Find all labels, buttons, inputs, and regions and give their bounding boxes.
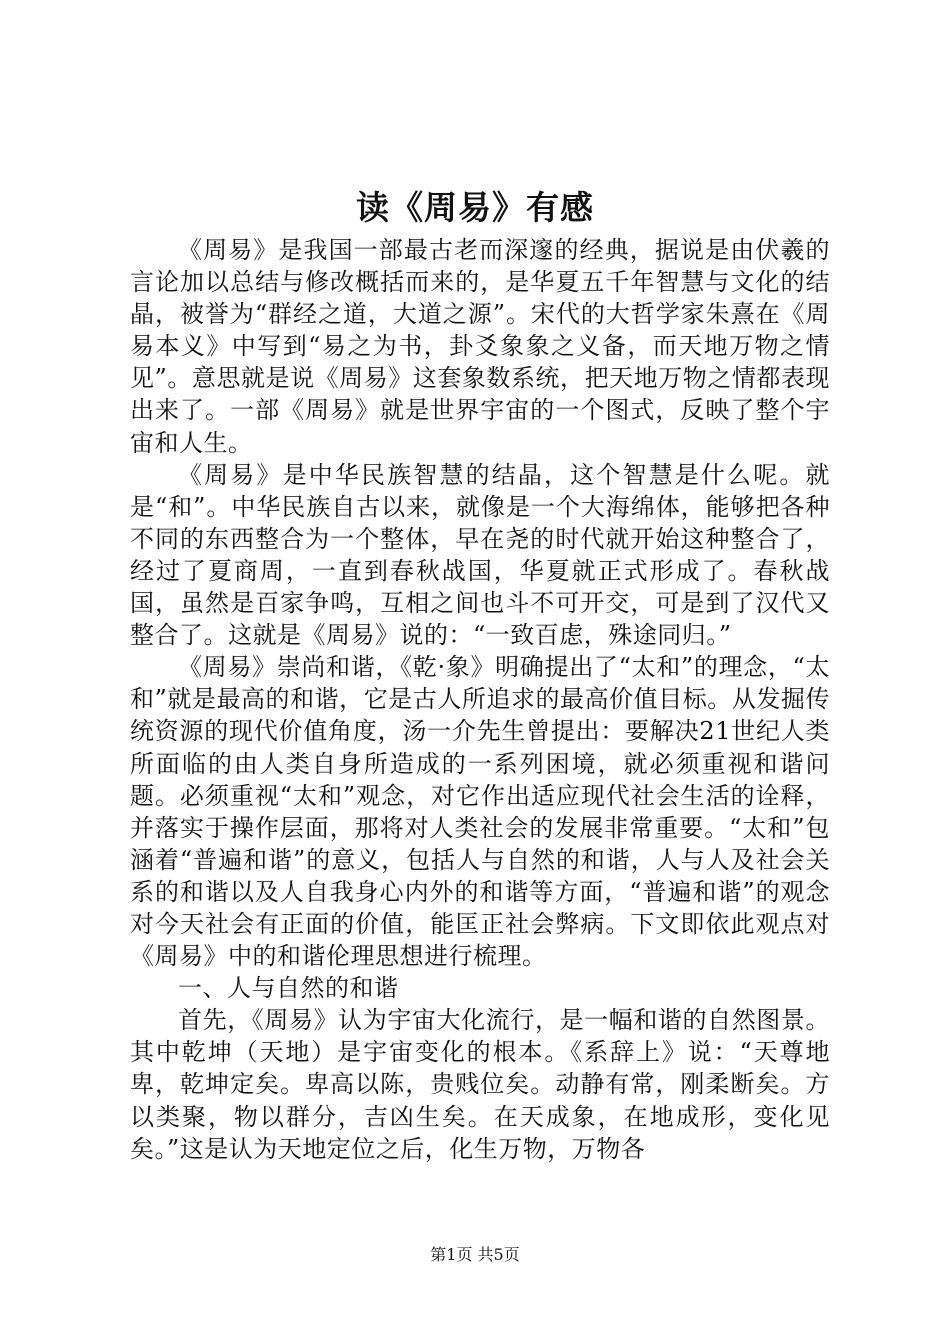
section-heading: 一、人与自然的和谐 xyxy=(178,974,399,1003)
paragraph-4: 首先，《周易》认为宇宙大化流行，是一幅和谐的自然图景。其中乾坤（天地）是宇宙变化的根本。《系辞上》说：“天尊地卑，乾坤定矣。卑高以陈，贵贱位矣。动静有常，刚柔断矣。方以类聚，物以群分，吉凶生矣。在天成象，在地成形，变化见矣。”这是认为天地定位之后，化生万物，万物各 xyxy=(130,1006,830,1163)
document-body xyxy=(130,234,830,1165)
paragraph-2: 《周易》是中华民族智慧的结晶，这个智慧是什么呢。就是“和”。中华民族自古以来，就像是一个大海绵体，能够把各种不同的东西整合为一个整体，早在尧的时代就开始这种整合了，经过了夏商周，一直到春秋战国，华夏就正式形成了。春秋战国，虽然是百家争鸣，互相之间也斗不可开交，可是到了汉代又整合了。这就是《周易》说的：“一致百虑，殊途同归。” xyxy=(130,460,830,650)
document-title: 读《周易》有感 xyxy=(356,188,594,227)
paragraph-3: 《周易》崇尚和谐，《乾·象》明确提出了“太和”的理念，“太和”就是最高的和谐，它是古人所追求的最高价值目标。从发掘传统资源的现代价值角度，汤一介先生曾提出：要解决21世纪人类所面临的由人类自身所造成的一系列困境，就必须重视和谐问题。必须重视“太和”观念，对它作出适应现代社会生活的诠释，并落实于操作层面，那将对人类社会的发展非常重要。“太和”包涵着“普遍和谐”的意义，包括人与自然的和谐，人与人及社会关系的和谐以及人自我身心内外的和谐等方面，“普遍和谐”的观念对今天社会有正面的价值，能匡正社会弊病。下文即依此观点对《周易》中的和谐伦理思想进行梳理。 xyxy=(130,653,830,971)
paragraph-1: 《周易》是我国一部最古老而深邃的经典，据说是由伏羲的言论加以总结与修改概括而来的，是华夏五千年智慧与文化的结晶，被誉为“群经之道，大道之源”。宋代的大哲学家朱熹在《周易本义》中写到“易之为书，卦爻象象之义备，而天地万物之情见”。意思就是说《周易》这套象数系统，把天地万物之情都表现出来了。一部《周易》就是世界宇宙的一个图式，反映了整个宇宙和人生。 xyxy=(130,236,830,457)
page-footer: 第1页 共5页 xyxy=(430,1245,520,1264)
